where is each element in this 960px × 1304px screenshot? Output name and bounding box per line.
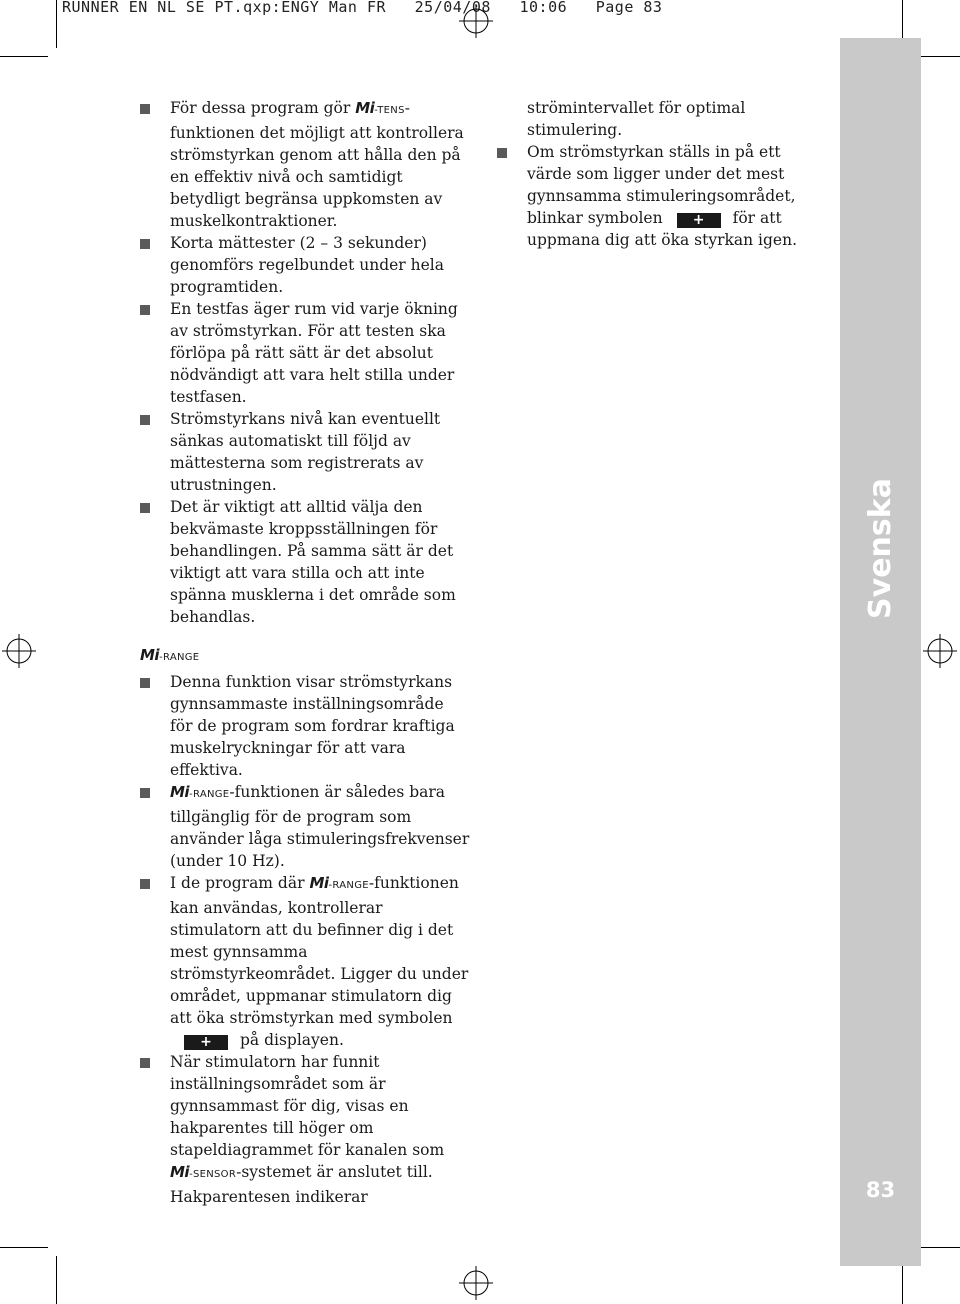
left-column — [140, 97, 470, 1208]
list-item-text: -funktionen kan användas, kontrollerar stimulatorn att du befinner dig i det mest gynnsamma strömstyrkeområdet. Ligger du under området, uppmanar stimulatorn dig att öka strömstyrkan med symbolen — [170, 874, 469, 1027]
list-item-text: Om strömstyrkan ställs in på ett värde som ligger under det mest gynnsamma stimuleringsområdet, blinkar symbolen — [527, 143, 796, 227]
list-item: För dessa program gör Mi-TENS- funktionen det möjligt att kontrollera strömstyrkan genom att hålla den på en effektiv nivå och samtidigt betydligt begränsa uppkomsten av muskelkontraktioner. — [140, 97, 470, 232]
list-item — [140, 408, 470, 496]
list-item — [140, 872, 470, 1051]
list-item-text: För dessa program gör — [170, 99, 356, 117]
list-item-text: I de program där — [170, 874, 310, 892]
list-item-text: för att uppmana dig att öka styrkan igen. — [527, 209, 798, 249]
mi-range-label: -RANGE — [328, 880, 369, 891]
printer-slug: RUNNER EN NL SE PT.qxp:ENGY Man FR 25/04/08 10:06 Page 83 — [62, 0, 663, 16]
list-item — [140, 496, 470, 628]
section-heading-mi-range — [140, 644, 470, 669]
continued-text: strömintervallet för optimal stimulering. — [527, 99, 746, 139]
list-item — [497, 141, 817, 251]
list-item-text: Strömstyrkans nivå kan eventuellt sänkas automatiskt till följd av mättesterna som registrerats av utrustningen. — [170, 410, 441, 494]
list-item-text: på displayen. — [240, 1031, 344, 1049]
language-sidebar — [840, 38, 921, 1266]
mi-logo: Mi — [170, 783, 190, 801]
crop-mark-bottom-left-v — [56, 1256, 57, 1304]
right-column — [497, 97, 817, 251]
list-item-text: Korta mättester (2 – 3 sekunder) genomförs regelbundet under hela programtiden. — [170, 234, 444, 296]
language-label: Svenska — [863, 477, 899, 619]
bullet-list-range — [140, 671, 470, 1208]
list-item — [140, 232, 470, 298]
list-item-text: Denna funktion visar strömstyrkans gynnsammaste inställningsområde för de program som fordrar kraftiga muskelryckningar för att vara effektiva. — [170, 673, 455, 779]
list-item-text: En testfas äger rum vid varje ökning av strömstyrkan. För att testen ska förlöpa på rätt sätt är det absolut nödvändigt att vara helt stilla under testfasen. — [170, 300, 458, 406]
list-item — [140, 781, 470, 872]
list-item-text: funktionen det möjligt att kontrollera strömstyrkan genom att hålla den på en effektiv nivå och samtidigt betydligt begränsa uppkomsten av muskelkontraktioner. — [170, 124, 464, 230]
list-item — [140, 671, 470, 781]
plus-symbol-icon: + — [184, 1035, 228, 1050]
bullet-list-right — [497, 141, 817, 251]
mi-logo: Mi — [309, 874, 329, 892]
list-item-text: Det är viktigt att alltid välja den bekvämaste kroppsställningen för behandlingen. På samma sätt är det viktigt att vara stilla och att inte spänna musklerna i det område som behandlas. — [170, 498, 456, 626]
mi-range-label: -RANGE — [189, 789, 230, 800]
list-item — [140, 298, 470, 408]
mi-sensor-label: -SENSOR — [189, 1169, 237, 1180]
list-item-text: -funktionen är således bara tillgänglig för de program som använder låga stimuleringsfrekvenser (under 10 Hz). — [170, 783, 470, 870]
mi-tens-label: -TENS — [374, 105, 405, 116]
bullet-list-tens — [140, 97, 470, 628]
registration-mark-right-icon — [923, 634, 957, 668]
registration-mark-left-icon — [2, 634, 36, 668]
crop-mark-top-left-v — [56, 0, 57, 48]
page-number: 83 — [865, 1178, 896, 1202]
mi-range-label: -RANGE — [159, 652, 200, 663]
plus-symbol-icon: + — [677, 213, 721, 228]
list-item-text: -systemet är anslutet till. Hakparentesen indikerar — [170, 1163, 433, 1206]
crop-mark-top-left-h — [0, 56, 48, 57]
list-item-text: När stimulatorn har funnit inställningsområdet som är gynnsammast för dig, visas en hakparentes till höger om stapeldiagrammet för kanalen som — [170, 1053, 445, 1159]
list-item — [140, 1051, 470, 1208]
registration-mark-bottom-icon — [459, 1266, 493, 1300]
mi-logo: Mi — [140, 646, 160, 664]
crop-mark-bottom-left-h — [0, 1247, 48, 1248]
registration-mark-top-icon — [459, 4, 493, 38]
language-tab — [840, 477, 921, 619]
mi-logo: Mi — [355, 99, 375, 117]
mi-logo: Mi — [170, 1163, 190, 1181]
